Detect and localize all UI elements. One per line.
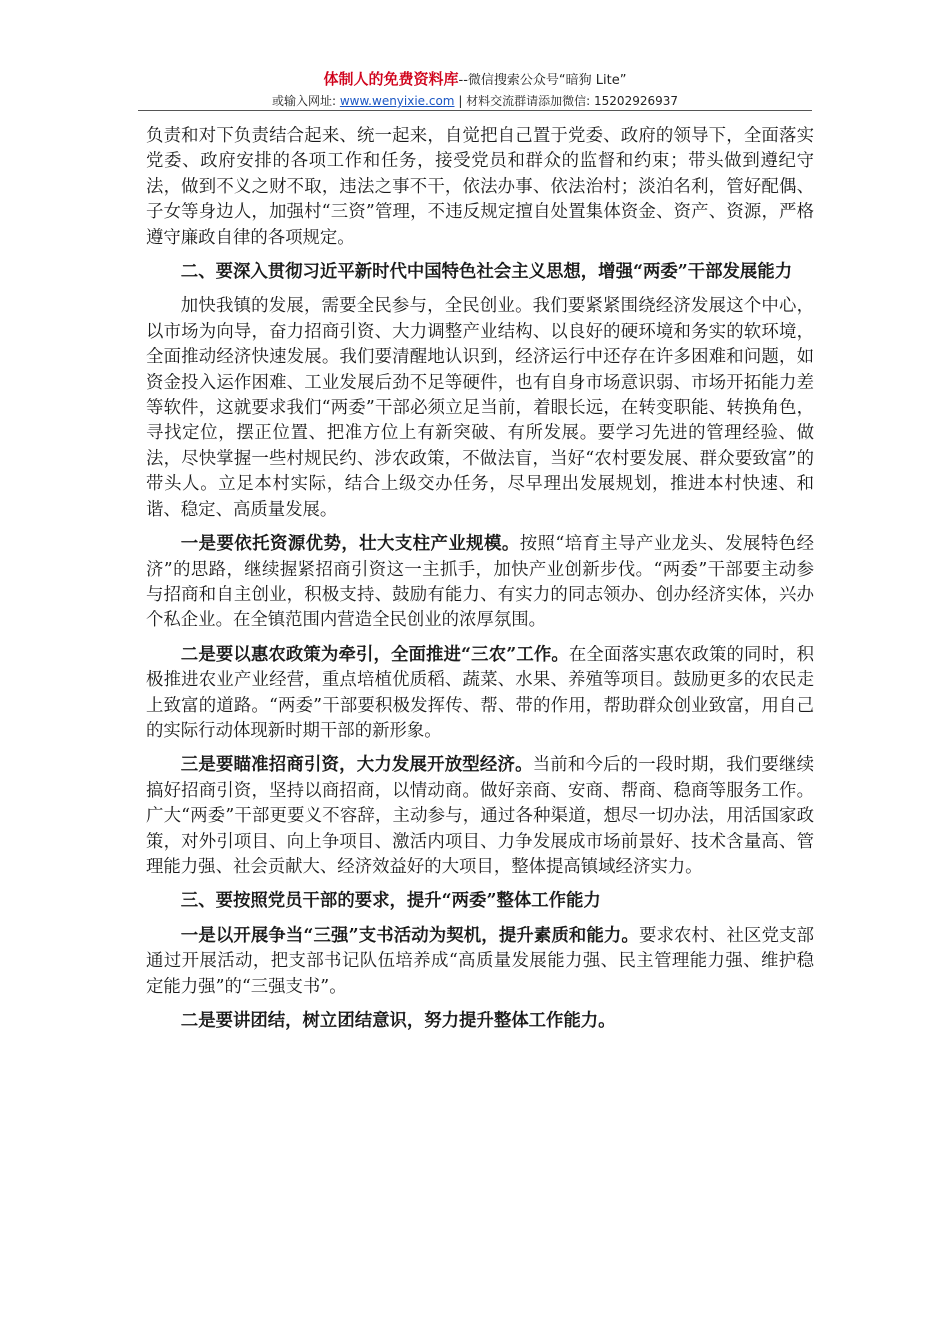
- section-heading: 三、要按照党员干部的要求，提升“两委”整体工作能力: [180, 891, 601, 912]
- url-prefix: 或输入网址:: [271, 94, 340, 108]
- website-link[interactable]: www.wenyixie.com: [339, 94, 455, 108]
- section-heading: 二、要深入贯彻习近平新时代中国特色社会主义思想，增强“两委”干部发展能力: [180, 262, 793, 283]
- body-paragraph: 加快我镇的发展，需要全民参与，全民创业。我们要紧紧围绕经济发展这个中心，以市场为向导，奋力招商引资、大力调整产业结构、以良好的硬环境和务实的软环境，全面推动经济快速发展。我们要清醒地认识到，经济运行中还存在许多困难和问题，如资金投入运作困难、工业发展后劲不足等硬件，也有自身市场意识弱、市场开拓能力差等软件，这就要求我们“两委”干部必须立足当前，着眼长远，在转变职能、转换角色，寻找定位，摆正位置、把准方位上有新突破、有所发展。要学习先进的管理经验、做法，尽快掌握一些村规民约、涉农政策，不做法盲，当好“农村要发展、群众要致富”的带头人。立足本村实际，结合上级交办任务，尽早理出发展规划，推进本村快速、和谐、稳定、高质量发展。: [146, 296, 814, 520]
- header-divider: [138, 110, 812, 111]
- header-line-2: [138, 92, 812, 110]
- page-header: [138, 70, 812, 110]
- wechat-note: --微信搜索公众号“暗狗 Lite”: [458, 73, 627, 88]
- paragraph-text: 要求农村、社区党支部通过开展活动，把支部书记队伍培养成“高质量发展能力强、民主管理能力强、维护稳定能力强”的“三强支书”。: [146, 925, 814, 997]
- paragraph-text: 当前和今后的一段时期，我们要继续搞好招商引资，坚持以商招商，以情动商。做好亲商、安商、帮商、稳商等服务工作。广大“两委”干部更要义不容辞，主动参与，通过各种渠道，想尽一切办法，用活国家政策，对外引项目、向上争项目、激活内项目、力争发展成市场前景好、技术含量高、管理能力强、社会贡献大、经济效益好的大项目，整体提高镇域经济实力。: [146, 755, 814, 877]
- paragraph-lead: 二是要以惠农政策为牵引，全面推进“三农”工作。: [180, 644, 569, 665]
- paragraph-text: 在全面落实惠农政策的同时，积极推进农业产业经营，重点培植优质稻、蔬菜、水果、养殖等项目。鼓励更多的农民走上致富的道路。“两委”干部要积极发挥传、帮、带的作用，帮助群众创业致富，用自己的实际行动体现新时期干部的新形象。: [146, 644, 814, 741]
- body-paragraph: [146, 643, 814, 745]
- paragraph-lead: 一是以开展争当“三强”支书活动为契机，提升素质和能力。: [180, 925, 639, 946]
- paragraph-text: 按照“培育主导产业龙头、发展特色经济”的思路，继续握紧招商引资这一主抓手，加快产业创新步伐。“两委”干部要主动参与招商和自主创业，积极支持、鼓励有能力、有实力的同志领办、创办经济实体，兴办个私企业。在全镇范围内营造全民创业的浓厚氛围。: [146, 534, 814, 631]
- header-line-1: [138, 70, 812, 90]
- body-paragraph: [146, 924, 814, 1000]
- paragraph-lead: 三是要瞄准招商引资，大力发展开放型经济。: [180, 755, 533, 776]
- contact-info: | 材料交流群请添加微信: 15202926937: [454, 94, 679, 108]
- document-body: [146, 124, 814, 1043]
- brand-title: 体制人的免费资料库: [323, 70, 459, 88]
- body-paragraph: 负责和对下负责结合起来、统一起来，自觉把自己置于党委、政府的领导下，全面落实党委、政府安排的各项工作和任务，接受党员和群众的监督和约束；带头做到遵纪守法，做到不义之财不取，违法之事不干，依法办事、依法治村；淡泊名利，管好配偶、子女等身边人，加强村“三资”管理，不违反规定擅自处置集体资金、资产、资源，严格遵守廉政自律的各项规定。: [146, 126, 814, 248]
- body-paragraph: [146, 753, 814, 880]
- body-paragraph: [146, 532, 814, 634]
- section-heading: 二是要讲团结，树立团结意识，努力提升整体工作能力。: [180, 1011, 616, 1031]
- paragraph-lead: 一是要依托资源优势，壮大支柱产业规模。: [180, 534, 520, 555]
